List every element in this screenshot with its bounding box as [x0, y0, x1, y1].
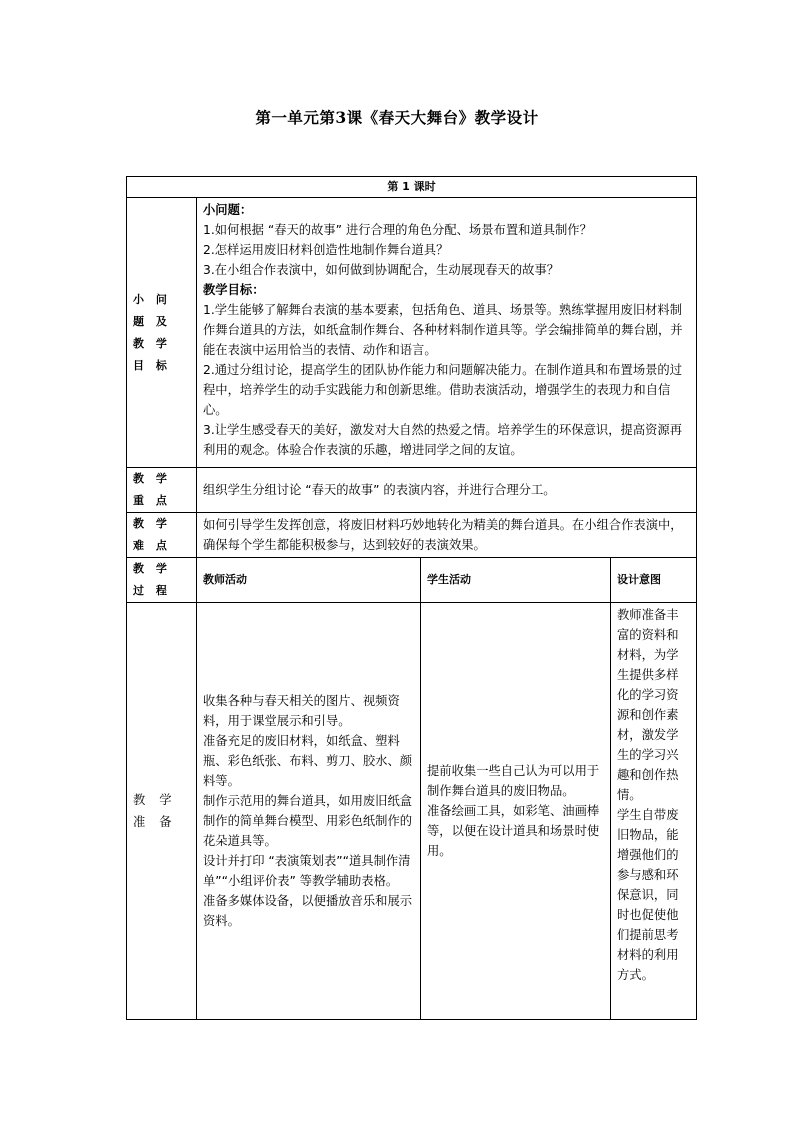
prep-label: 教 学 准 备 [127, 603, 197, 1020]
prep-intent-item: 教师准备丰富的资料和材料，为学生提供多样化的学习资源和创作素材，激发学生的学习兴趣和创作热情。 [617, 608, 679, 802]
key-point-row [127, 468, 697, 513]
questions-heading: 小问题： [203, 203, 253, 217]
prep-teacher-item: 准备充足的废旧材料，如纸盒、塑料瓶、彩色纸张、布料、剪刀、胶水、颜料等。 [203, 734, 413, 788]
prep-design-intent [611, 603, 697, 1020]
question-item: 3.在小组合作表演中，如何做到协调配合，生动展现春天的故事？ [203, 263, 560, 277]
prep-teacher-item: 设计并打印 “表演策划表”“道具制作清单”“小组评价表” 等教学辅助表格。 [203, 854, 411, 888]
period-row [127, 177, 697, 198]
prep-student-activity [421, 603, 611, 1020]
prep-teacher-item: 制作示范用的舞台道具，如用废旧纸盒制作的简单舞台模型、用彩色纸制作的花朵道具等。 [203, 794, 413, 848]
prep-student-item: 提前收集一些自己认为可以用于制作舞台道具的废旧物品。 [427, 764, 600, 798]
process-label: 教 学 过 程 [127, 558, 197, 603]
process-header-row [127, 558, 697, 603]
difficulty-text: 如何引导学生发挥创意，将废旧材料巧妙地转化为精美的舞台道具。在小组合作表演中，确保每个学生都能积极参与，达到较好的表演效果。 [197, 513, 697, 558]
teacher-activity-header: 教师活动 [197, 558, 421, 603]
design-intent-header: 设计意图 [611, 558, 697, 603]
prep-teacher-activity [197, 603, 421, 1020]
question-item: 2.怎样运用废旧材料创造性地制作舞台道具？ [203, 243, 449, 257]
key-point-label: 教 学 重 点 [127, 468, 197, 513]
lesson-plan-table [126, 176, 697, 1020]
page-title: 第一单元第3课《春天大舞台》教学设计 [255, 108, 539, 127]
key-point-text: 组织学生分组讨论 “春天的故事” 的表演内容，并进行合理分工。 [197, 468, 697, 513]
student-activity-header: 学生活动 [421, 558, 611, 603]
prep-row [127, 603, 697, 1020]
goal-item: 3.让学生感受春天的美好，激发对大自然的热爱之情。培养学生的环保意识，提高资源再利用的观念。体验合作表演的乐趣，增进同学之间的友谊。 [203, 423, 683, 457]
questions-goals-row [127, 198, 697, 468]
difficulty-label: 教 学 难 点 [127, 513, 197, 558]
goals-heading: 教学目标： [203, 283, 265, 297]
goal-item: 1.学生能够了解舞台表演的基本要素，包括角色、道具、场景等。熟练掌握用废旧材料制作舞台道具的方法，如纸盒制作舞台、各种材料制作道具等。学会编排简单的舞台剧，并能在表演中运用恰当的表情、动作和语言。 [203, 303, 683, 357]
difficulty-row [127, 513, 697, 558]
questions-goals-content [197, 198, 697, 468]
prep-teacher-item: 准备多媒体设备，以便播放音乐和展示资料。 [203, 894, 413, 928]
goal-item: 2.通过分组讨论，提高学生的团队协作能力和问题解决能力。在制作道具和布置场景的过程中，培养学生的动手实践能力和创新思维。借助表演活动，增强学生的表现力和自信心。 [203, 363, 683, 417]
prep-teacher-item: 收集各种与春天相关的图片、视频资料，用于课堂展示和引导。 [203, 694, 400, 728]
question-item: 1.如何根据 “春天的故事” 进行合理的角色分配、场景布置和道具制作？ [203, 223, 592, 237]
prep-intent-item: 学生自带废旧物品，能增强他们的参与感和环保意识，同时也促使他们提前思考材料的利用方式。 [617, 808, 679, 982]
questions-goals-label: 小 问 题 及 教 学 目 标 [127, 198, 197, 468]
prep-student-item: 准备绘画工具，如彩笔、油画棒等，以便在设计道具和场景时使用。 [427, 804, 600, 858]
period-label: 第 1 课时 [127, 177, 697, 198]
